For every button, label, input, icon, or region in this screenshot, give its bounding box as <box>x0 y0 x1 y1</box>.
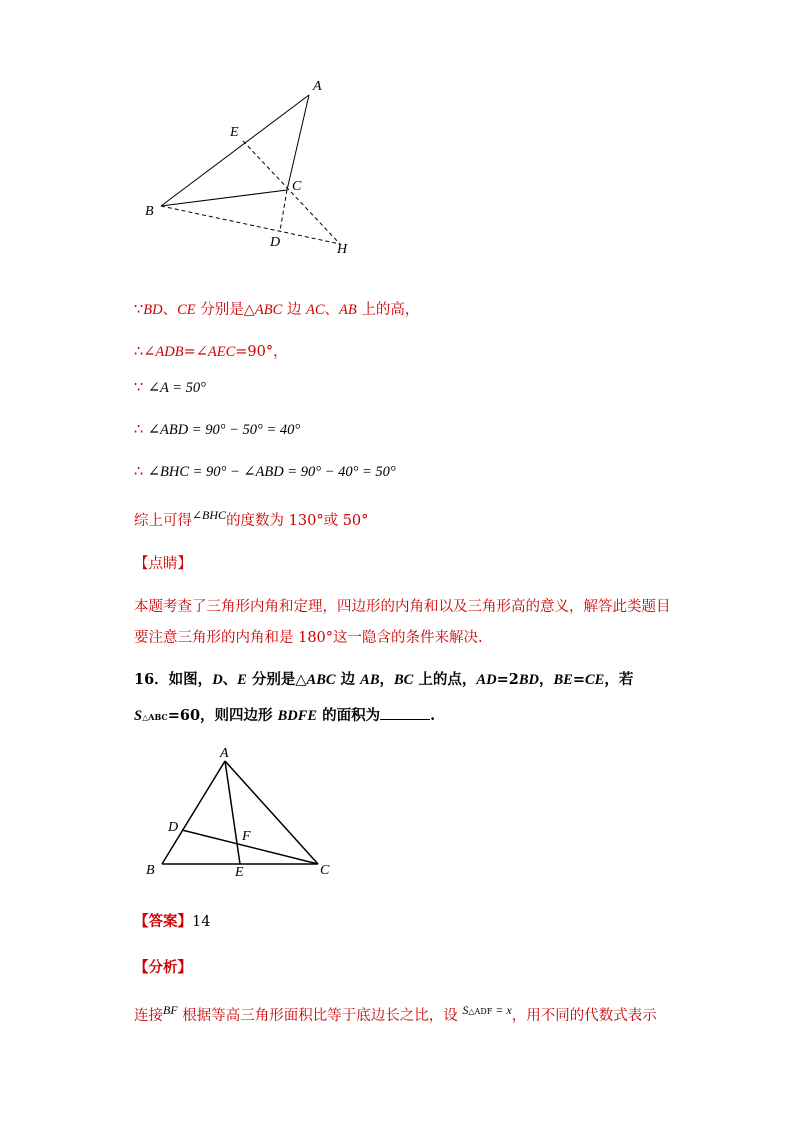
figure-triangle-abc-heights <box>140 72 360 262</box>
label-h: H <box>337 242 348 257</box>
label-d: D <box>270 235 281 250</box>
analysis-text: 连接$^{BF}$ 根据等高三角形面积比等于底边长之比，设 $^{S\triangle ADF = x}$，用不同的代数式表示 <box>134 1003 657 1024</box>
segment-ae <box>225 761 240 864</box>
segment-ac <box>225 761 318 864</box>
label-a: A <box>220 746 229 761</box>
dianjing-text-2: 要注意三角形的内角和是 180°这一隐含的条件来解决. <box>134 630 483 646</box>
label-e: E <box>235 865 244 880</box>
label-e: E <box>230 125 239 140</box>
label-c: C <box>292 179 302 194</box>
label-a: A <box>313 79 322 94</box>
analysis-heading: 【分析】 <box>134 959 192 976</box>
dianjing-text-1: 本题考查了三角形内角和定理，四边形的内角和以及三角形高的意义，解答此类题目 <box>134 599 671 615</box>
label-b: B <box>146 863 155 878</box>
label-d: D <box>168 820 179 835</box>
label-f: F <box>242 829 251 844</box>
solution-line-2: ∴∠ADB=∠AEC=90°， <box>134 344 288 360</box>
question-16-line-1: 16．如图，D、E 分别是△ABC 边 AB，BC 上的点，AD=2BD，BE=CE，若 <box>134 671 634 688</box>
answer-line: 【答案】14 <box>134 913 211 930</box>
label-c: C <box>320 863 330 878</box>
question-16-line-2: S△ABC=60，则四边形 BDFE 的面积为 . <box>134 707 436 724</box>
figure-triangle-bdfe <box>140 740 350 880</box>
segment-ab <box>162 761 225 864</box>
solution-line-3: ∵ ∠A = 50° <box>134 380 206 396</box>
solution-line-1: ∵BD、CE 分别是△ABC 边 AC、AB 上的高， <box>134 302 420 318</box>
solution-line-6: 综上可得$^{\angle BHC}$的度数为 130°或 50° <box>134 508 369 529</box>
dianjing-heading: 【点睛】 <box>134 556 192 572</box>
solution-line-5: ∴ ∠BHC = 90° − ∠ABD = 90° − 40° = 50° <box>134 464 396 480</box>
solution-line-4: ∴ ∠ABD = 90° − 50° = 40° <box>134 422 301 438</box>
dashed-cd <box>280 190 287 231</box>
label-b: B <box>145 204 154 219</box>
answer-blank <box>380 705 430 720</box>
dashed-bh <box>161 206 340 244</box>
